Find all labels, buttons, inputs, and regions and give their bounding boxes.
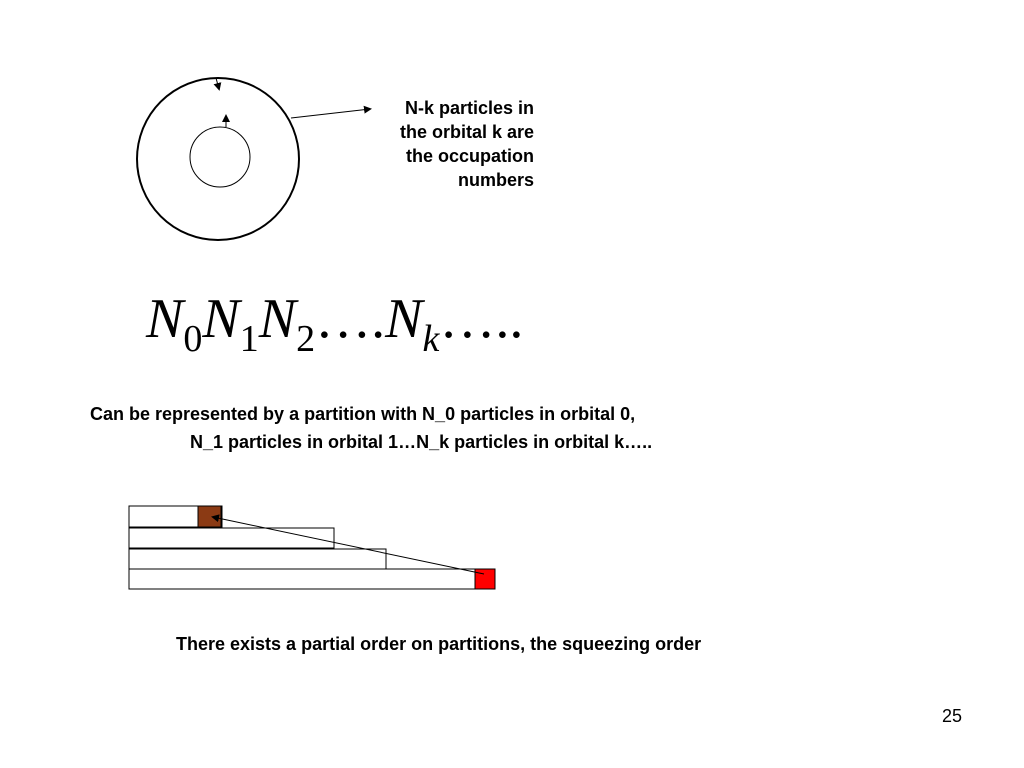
callout-line-3: the occupation (405, 146, 534, 166)
formula-n1-symbol: N (202, 288, 240, 350)
source-particle-box (475, 569, 495, 589)
formula-dots-end: ….. (439, 288, 524, 350)
formula-sub-k: k (422, 318, 440, 360)
callout-line-2: the orbital k are (399, 122, 534, 142)
description-line-1: Can be represented by a partition with N_0 particles in orbital 0, (90, 404, 636, 424)
outer-orbital-circle (137, 78, 299, 240)
moved-particle-box (198, 506, 221, 527)
formula-n0-symbol: N (146, 288, 184, 350)
partition-description (90, 400, 652, 456)
formula-sub-2: 2 (296, 318, 316, 360)
squeezing-order-statement: There exists a partial order on partitions, the squeezing order (176, 634, 702, 654)
callout-line-4: numbers (457, 170, 534, 190)
inner-orbital-circle (190, 127, 250, 187)
partition-row-1 (129, 528, 334, 548)
partition-row-2 (129, 549, 386, 569)
callout-line-1: N-k particles in (404, 98, 534, 118)
outer-particle-arrow (216, 78, 219, 89)
squeeze-arrow (213, 517, 484, 574)
formula-nk-symbol: N (385, 288, 423, 350)
formula-dots-mid: …. (315, 288, 386, 350)
occupation-formula (146, 284, 524, 360)
page-number: 25 (941, 706, 962, 726)
formula-sub-1: 1 (239, 318, 259, 360)
description-line-2: N_1 particles in orbital 1…N_k particles in orbital k….. (190, 432, 653, 452)
occupation-callout (330, 96, 534, 192)
partition-row-3 (129, 569, 495, 589)
formula-sub-0: 0 (183, 318, 203, 360)
formula-n2-symbol: N (258, 288, 297, 350)
